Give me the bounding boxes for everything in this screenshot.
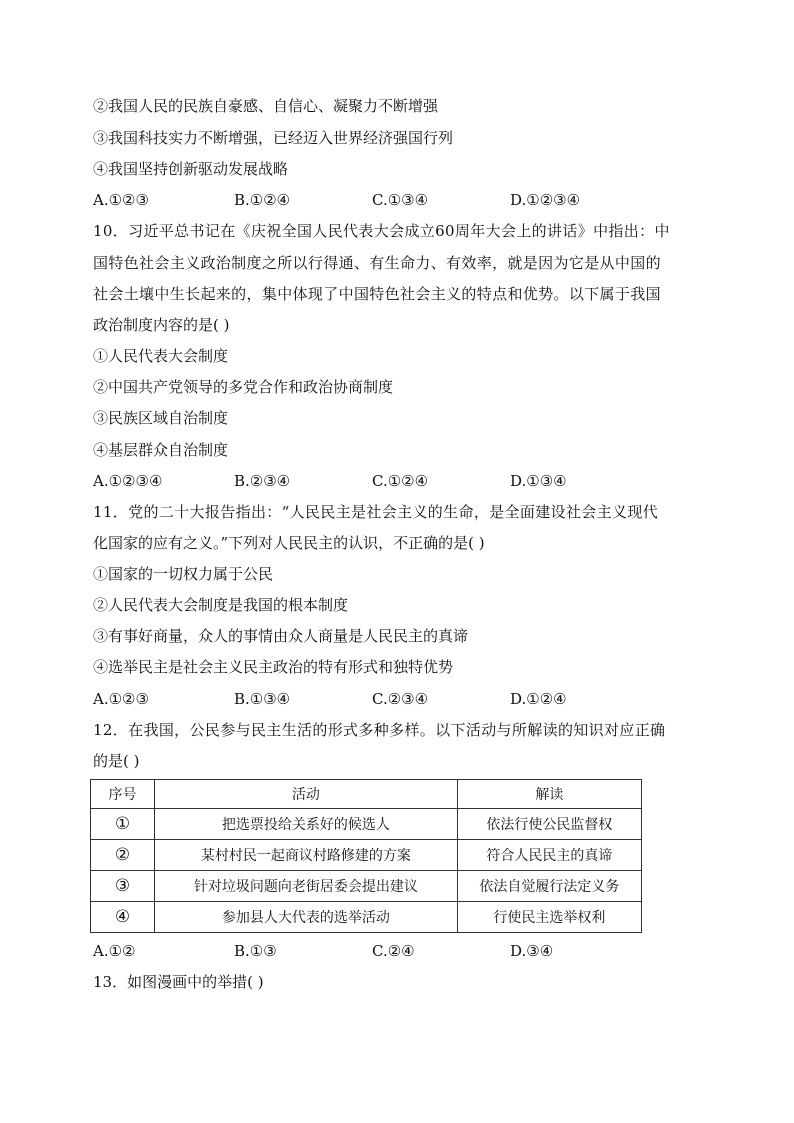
q9-item-4: ④我国坚持创新驱动发展战略 [93, 160, 289, 178]
q10-stem-line-3: 社会土壤中生长起来的，集中体现了中国特色社会主义的特点和优势。以下属于我国 [93, 285, 661, 303]
table-cell-activity: 针对垃圾问题向老街居委会提出建议 [155, 871, 458, 902]
q11-item-2: ②人民代表大会制度是我国的根本制度 [93, 596, 349, 614]
q11-option-c: C.②③④ [372, 690, 429, 708]
q11-item-1: ①国家的一切权力属于公民 [93, 565, 274, 583]
table-cell-interpretation: 依法行使公民监督权 [457, 809, 641, 840]
table-cell-index: ① [91, 809, 155, 840]
table-cell-index: ② [91, 840, 155, 871]
table-cell-interpretation: 行使民主选举权利 [457, 902, 641, 933]
q9-option-b: B.①②④ [234, 191, 291, 209]
q11-item-3: ③有事好商量，众人的事情由众人商量是人民民主的真谛 [93, 627, 469, 645]
q11-stem-line-2: 化国家的应有之义。”下列对人民民主的认识，不正确的是( ) [93, 534, 485, 552]
q11-item-4: ④选举民主是社会主义民主政治的特有形式和独特优势 [93, 658, 454, 676]
q9-item-3: ③我国科技实力不断增强，已经迈入世界经济强国行列 [93, 129, 454, 147]
q9-option-a: A.①②③ [93, 191, 149, 209]
q11-option-d: D.①②④ [510, 690, 567, 708]
q9-item-2: ②我国人民的民族自豪感、自信心、凝聚力不断增强 [93, 97, 439, 115]
q12-option-c: C.②④ [372, 942, 415, 960]
table-cell-interpretation: 符合人民民主的真谛 [457, 840, 641, 871]
table-row [91, 840, 642, 871]
q12-option-a: A.①② [93, 942, 136, 960]
table-header-interpretation: 解读 [457, 780, 641, 809]
q10-stem-line-2: 国特色社会主义政治制度之所以行得通、有生命力、有效率，就是因为它是从中国的 [93, 254, 661, 272]
table-row [91, 902, 642, 933]
q10-stem-line-1: 10．习近平总书记在《庆祝全国人民代表大会成立60周年大会上的讲话》中指出：中 [93, 222, 670, 240]
q10-item-4: ④基层群众自治制度 [93, 441, 229, 459]
q11-stem-line-1: 11．党的二十大报告指出：“人民民主是社会主义的生命，是全面建设社会主义现代 [93, 503, 659, 521]
q10-option-b: B.②③④ [234, 472, 291, 490]
table-row [91, 809, 642, 840]
q9-option-c: C.①③④ [372, 191, 429, 209]
table-header-index: 序号 [91, 780, 155, 809]
q11-option-a: A.①②③ [93, 690, 149, 708]
q9-option-d: D.①②③④ [510, 191, 581, 209]
table-header-activity: 活动 [155, 780, 458, 809]
q10-stem-line-4: 政治制度内容的是( ) [93, 316, 230, 334]
table-row [91, 871, 642, 902]
table-cell-interpretation: 依法自觉履行法定义务 [457, 871, 641, 902]
q12-option-d: D.③④ [510, 942, 554, 960]
q10-item-1: ①人民代表大会制度 [93, 347, 229, 365]
q12-stem-line-2: 的是( ) [93, 752, 140, 770]
q10-option-d: D.①③④ [510, 472, 567, 490]
q10-item-3: ③民族区域自治制度 [93, 409, 229, 427]
q10-item-2: ②中国共产党领导的多党合作和政治协商制度 [93, 378, 394, 396]
q10-option-c: C.①②④ [372, 472, 429, 490]
q10-option-a: A.①②③④ [93, 472, 163, 490]
table-cell-index: ③ [91, 871, 155, 902]
q11-option-b: B.①③④ [234, 690, 291, 708]
table-cell-activity: 把选票投给关系好的候选人 [155, 809, 458, 840]
q12-stem-line-1: 12．在我国，公民参与民主生活的形式多种多样。以下活动与所解读的知识对应正确 [93, 721, 666, 739]
q12-option-b: B.①③ [234, 942, 277, 960]
q12-table [90, 779, 642, 933]
table-header-row [91, 780, 642, 809]
q13-stem-line-1: 13．如图漫画中的举措( ) [93, 973, 264, 991]
table-cell-activity: 参加县人大代表的选举活动 [155, 902, 458, 933]
table-cell-index: ④ [91, 902, 155, 933]
table-cell-activity: 某村村民一起商议村路修建的方案 [155, 840, 458, 871]
